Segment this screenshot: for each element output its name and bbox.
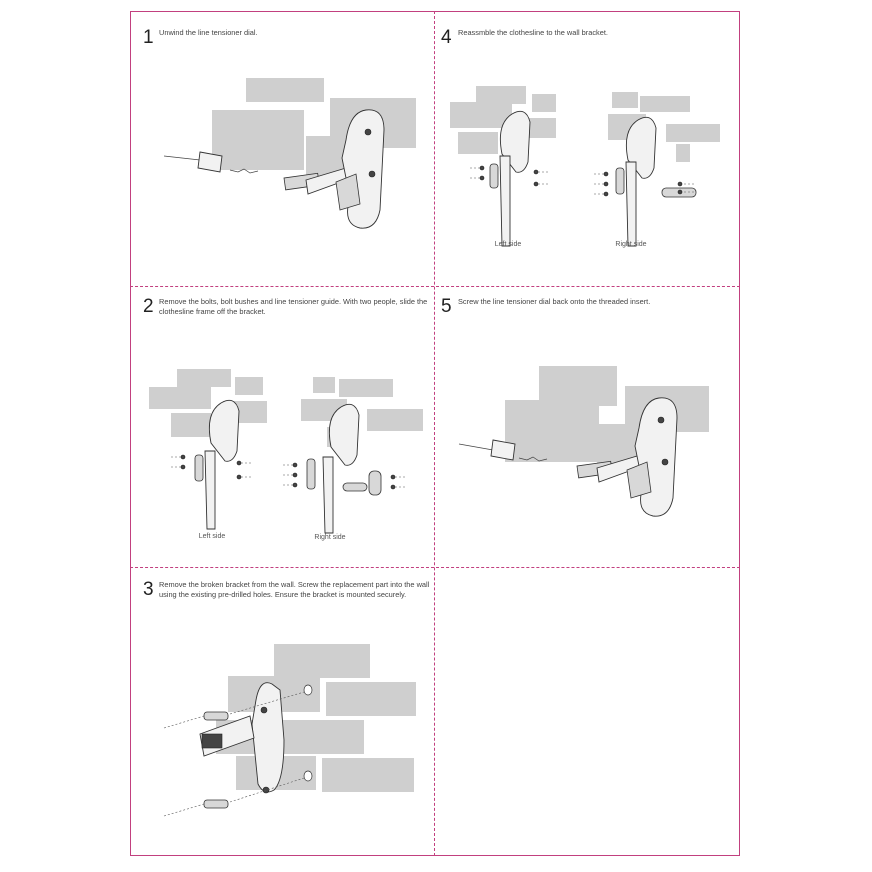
step-3-number: 3: [143, 579, 154, 600]
step-5-text: Screw the line tensioner dial back onto the threaded insert.: [458, 297, 651, 306]
row-divider-2: [130, 567, 740, 568]
step-1-illustration: [160, 70, 420, 260]
step-2-number: 2: [143, 296, 154, 317]
step-4-number: 4: [441, 27, 452, 48]
step-2-left-caption: Left side: [198, 533, 226, 540]
step-3-illustration: [160, 640, 425, 825]
step-4-left-caption: Left side: [494, 241, 522, 248]
step-5-number: 5: [441, 296, 452, 317]
step-2-text: Remove the bolts, bolt bushes and line tensioner guide. With two people, slide the clothesline frame off the bracket.: [159, 297, 428, 316]
step-2-right-caption: Right side: [314, 534, 346, 541]
step-2-illustration: [145, 365, 425, 540]
step-1-number: 1: [143, 27, 154, 48]
step-4-illustration: [440, 80, 730, 250]
step-3-text: Remove the broken bracket from the wall. Screw the replacement part into the wall using the existing pre-drilled holes. Ensure the bracket is mounted securely.: [159, 580, 430, 599]
column-divider: [434, 11, 435, 856]
step-4-text: Reassmble the clothesline to the wall bracket.: [458, 28, 608, 37]
row-divider-1: [130, 286, 740, 287]
step-1-text: Unwind the line tensioner dial.: [159, 28, 258, 37]
step-4-right-caption: Right side: [615, 241, 647, 248]
step-5-illustration: [455, 360, 725, 530]
